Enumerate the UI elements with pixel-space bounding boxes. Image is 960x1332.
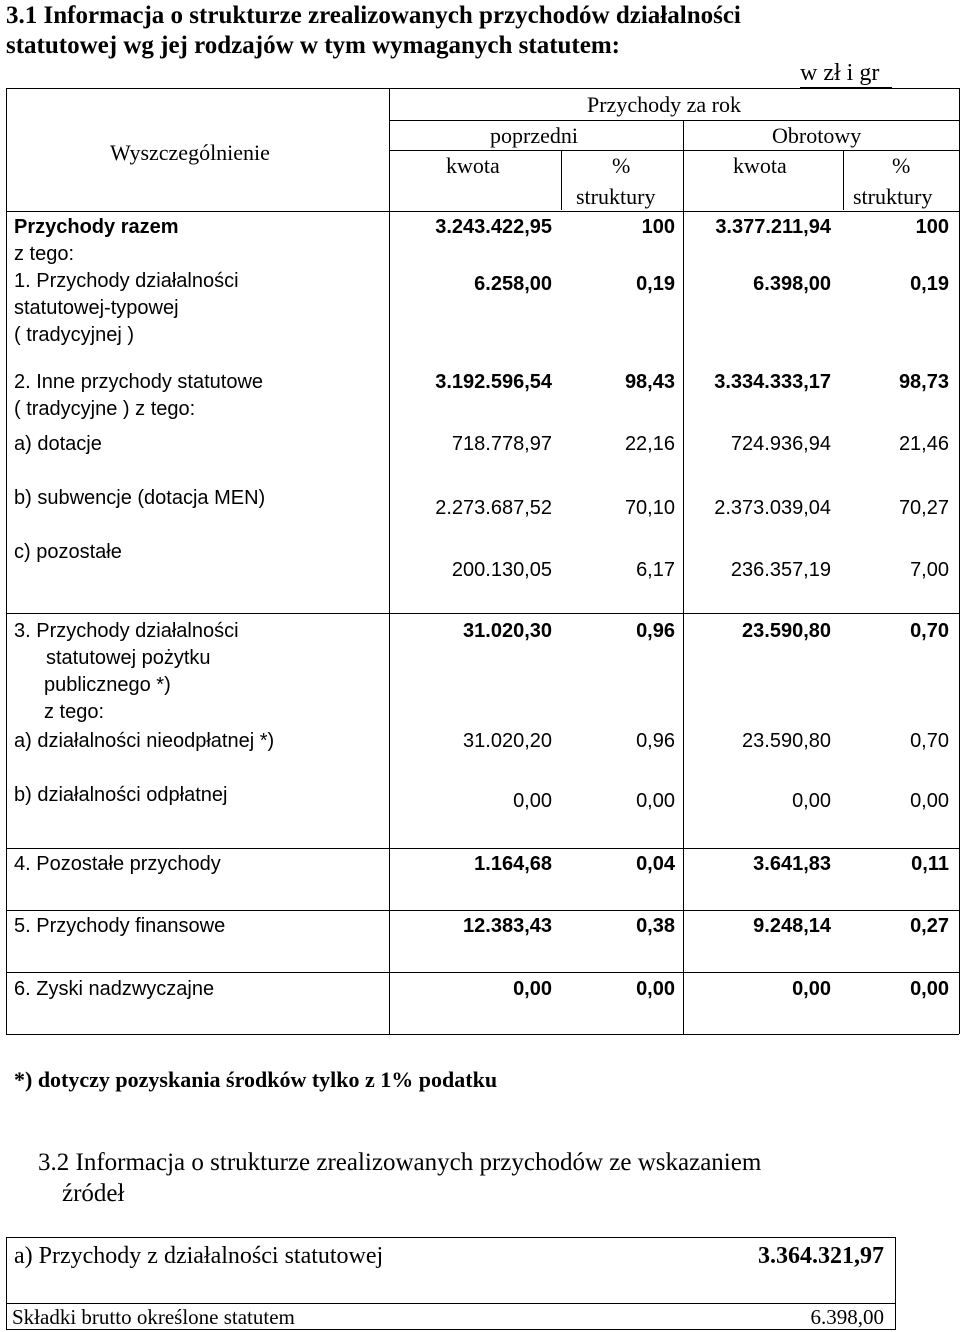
table-cell: 724.936,94 bbox=[730, 433, 831, 455]
row-label: a) działalności nieodpłatnej *) bbox=[14, 730, 275, 752]
table-cell: 0,27 bbox=[910, 915, 949, 937]
table-cell: 718.778,97 bbox=[451, 433, 552, 455]
section1-title-line2: statutowej wg jej rodzajów w tym wymaganych statutem: bbox=[6, 32, 621, 59]
table-cell: 100 bbox=[915, 216, 949, 238]
table-cell: 3.192.596,54 bbox=[435, 371, 552, 393]
row-label: 1. Przychody działalności bbox=[14, 270, 239, 292]
col-header-prev-pct: % bbox=[612, 153, 631, 178]
source-dues-label: Składki brutto określone statutem bbox=[12, 1305, 295, 1329]
table-cell: 200.130,05 bbox=[451, 559, 552, 581]
footnote: *) dotyczy pozyskania środków tylko z 1% podatku bbox=[14, 1067, 498, 1092]
table-cell: 2.373.039,04 bbox=[714, 497, 831, 519]
table-cell: 7,00 bbox=[910, 559, 949, 581]
table-cell: 70,10 bbox=[624, 497, 675, 519]
table-cell: 0,00 bbox=[792, 790, 831, 812]
row-label: 2. Inne przychody statutowe bbox=[14, 371, 264, 393]
table-cell: 3.641,83 bbox=[753, 853, 831, 875]
table-cell: 3.243.422,95 bbox=[435, 216, 552, 238]
col-header-curr: Obrotowy bbox=[772, 123, 862, 148]
table-cell: 0,38 bbox=[636, 915, 675, 937]
row-label: z tego: bbox=[14, 243, 75, 265]
table-cell: 3.377.211,94 bbox=[715, 216, 831, 238]
table-cell: 12.383,43 bbox=[463, 915, 552, 937]
row-label: 5. Przychody finansowe bbox=[14, 915, 226, 937]
row-label: 6. Zyski nadzwyczajne bbox=[14, 978, 215, 1000]
source-statutory-value: 3.364.321,97 bbox=[758, 1243, 884, 1269]
table-cell: 0,00 bbox=[636, 978, 675, 1000]
row-label: ( tradycyjnej ) bbox=[14, 324, 135, 346]
table-cell: 0,04 bbox=[636, 853, 675, 875]
col-header-group: Przychody za rok bbox=[587, 92, 741, 117]
table-cell: 0,00 bbox=[513, 978, 552, 1000]
table-cell: 98,73 bbox=[898, 371, 949, 393]
source-statutory-label: a) Przychody z działalności statutowej bbox=[14, 1243, 384, 1269]
row-label: z tego: bbox=[44, 701, 105, 723]
table-cell: 23.590,80 bbox=[742, 730, 831, 752]
section2-title-line1: 3.2 Informacja o strukturze zrealizowanych przychodów ze wskazaniem bbox=[38, 1149, 762, 1176]
row-label: ( tradycyjne ) z tego: bbox=[14, 398, 196, 420]
table-cell: 21,46 bbox=[898, 433, 949, 455]
table-cell: 2.273.687,52 bbox=[435, 497, 552, 519]
table-cell: 31.020,30 bbox=[463, 620, 552, 642]
col-header-curr-pct: % bbox=[892, 153, 911, 178]
col-header-label: Wyszczególnienie bbox=[110, 140, 270, 165]
table-cell: 1.164,68 bbox=[474, 853, 552, 875]
table-cell: 100 bbox=[641, 216, 675, 238]
table-cell: 236.357,19 bbox=[730, 559, 831, 581]
row-label: statutowej-typowej bbox=[14, 297, 179, 319]
col-header-prev-structure: struktury bbox=[576, 184, 656, 209]
table-cell: 0,70 bbox=[910, 620, 949, 642]
section1-title-line1: 3.1 Informacja o strukturze zrealizowanych przychodów działalności bbox=[6, 2, 741, 29]
table-cell: 31.020,20 bbox=[463, 730, 552, 752]
row-label: a) dotacje bbox=[14, 433, 102, 455]
table-cell: 0,00 bbox=[636, 790, 675, 812]
col-header-curr-amount: kwota bbox=[733, 153, 787, 178]
table-cell: 70,27 bbox=[898, 497, 949, 519]
col-header-prev: poprzedni bbox=[490, 123, 578, 148]
table-cell: 0,00 bbox=[910, 790, 949, 812]
table-cell: 98,43 bbox=[624, 371, 675, 393]
row-label: 3. Przychody działalności bbox=[14, 620, 239, 642]
table-cell: 6.398,00 bbox=[753, 273, 831, 295]
source-dues-value: 6.398,00 bbox=[810, 1305, 884, 1329]
table-cell: 3.334.333,17 bbox=[714, 371, 831, 393]
row-label: 4. Pozostałe przychody bbox=[14, 853, 221, 875]
table-cell: 23.590,80 bbox=[742, 620, 831, 642]
col-header-prev-amount: kwota bbox=[446, 153, 500, 178]
table-cell: 0,96 bbox=[636, 620, 675, 642]
row-label: b) subwencje (dotacja MEN) bbox=[14, 487, 266, 509]
table-cell: 0,11 bbox=[911, 853, 949, 875]
col-header-curr-structure: struktury bbox=[853, 184, 933, 209]
table-cell: 0,00 bbox=[910, 978, 949, 1000]
row-label: publicznego *) bbox=[44, 674, 171, 696]
table-cell: 0,00 bbox=[513, 790, 552, 812]
row-label: Przychody razem bbox=[14, 216, 179, 238]
row-label: c) pozostałe bbox=[14, 541, 122, 563]
unit-label: w zł i gr bbox=[800, 60, 880, 86]
row-label: b) działalności odpłatnej bbox=[14, 784, 228, 806]
table-cell: 0,96 bbox=[636, 730, 675, 752]
table-cell: 9.248,14 bbox=[753, 915, 831, 937]
table-cell: 0,19 bbox=[910, 273, 949, 295]
section2-title-line2: źródeł bbox=[62, 1180, 125, 1207]
row-label: statutowej pożytku bbox=[46, 647, 211, 669]
table-cell: 22,16 bbox=[624, 433, 675, 455]
table-cell: 0,00 bbox=[792, 978, 831, 1000]
table-cell: 0,19 bbox=[636, 273, 675, 295]
table-cell: 6.258,00 bbox=[474, 273, 552, 295]
table-cell: 6,17 bbox=[636, 559, 675, 581]
table-cell: 0,70 bbox=[910, 730, 949, 752]
